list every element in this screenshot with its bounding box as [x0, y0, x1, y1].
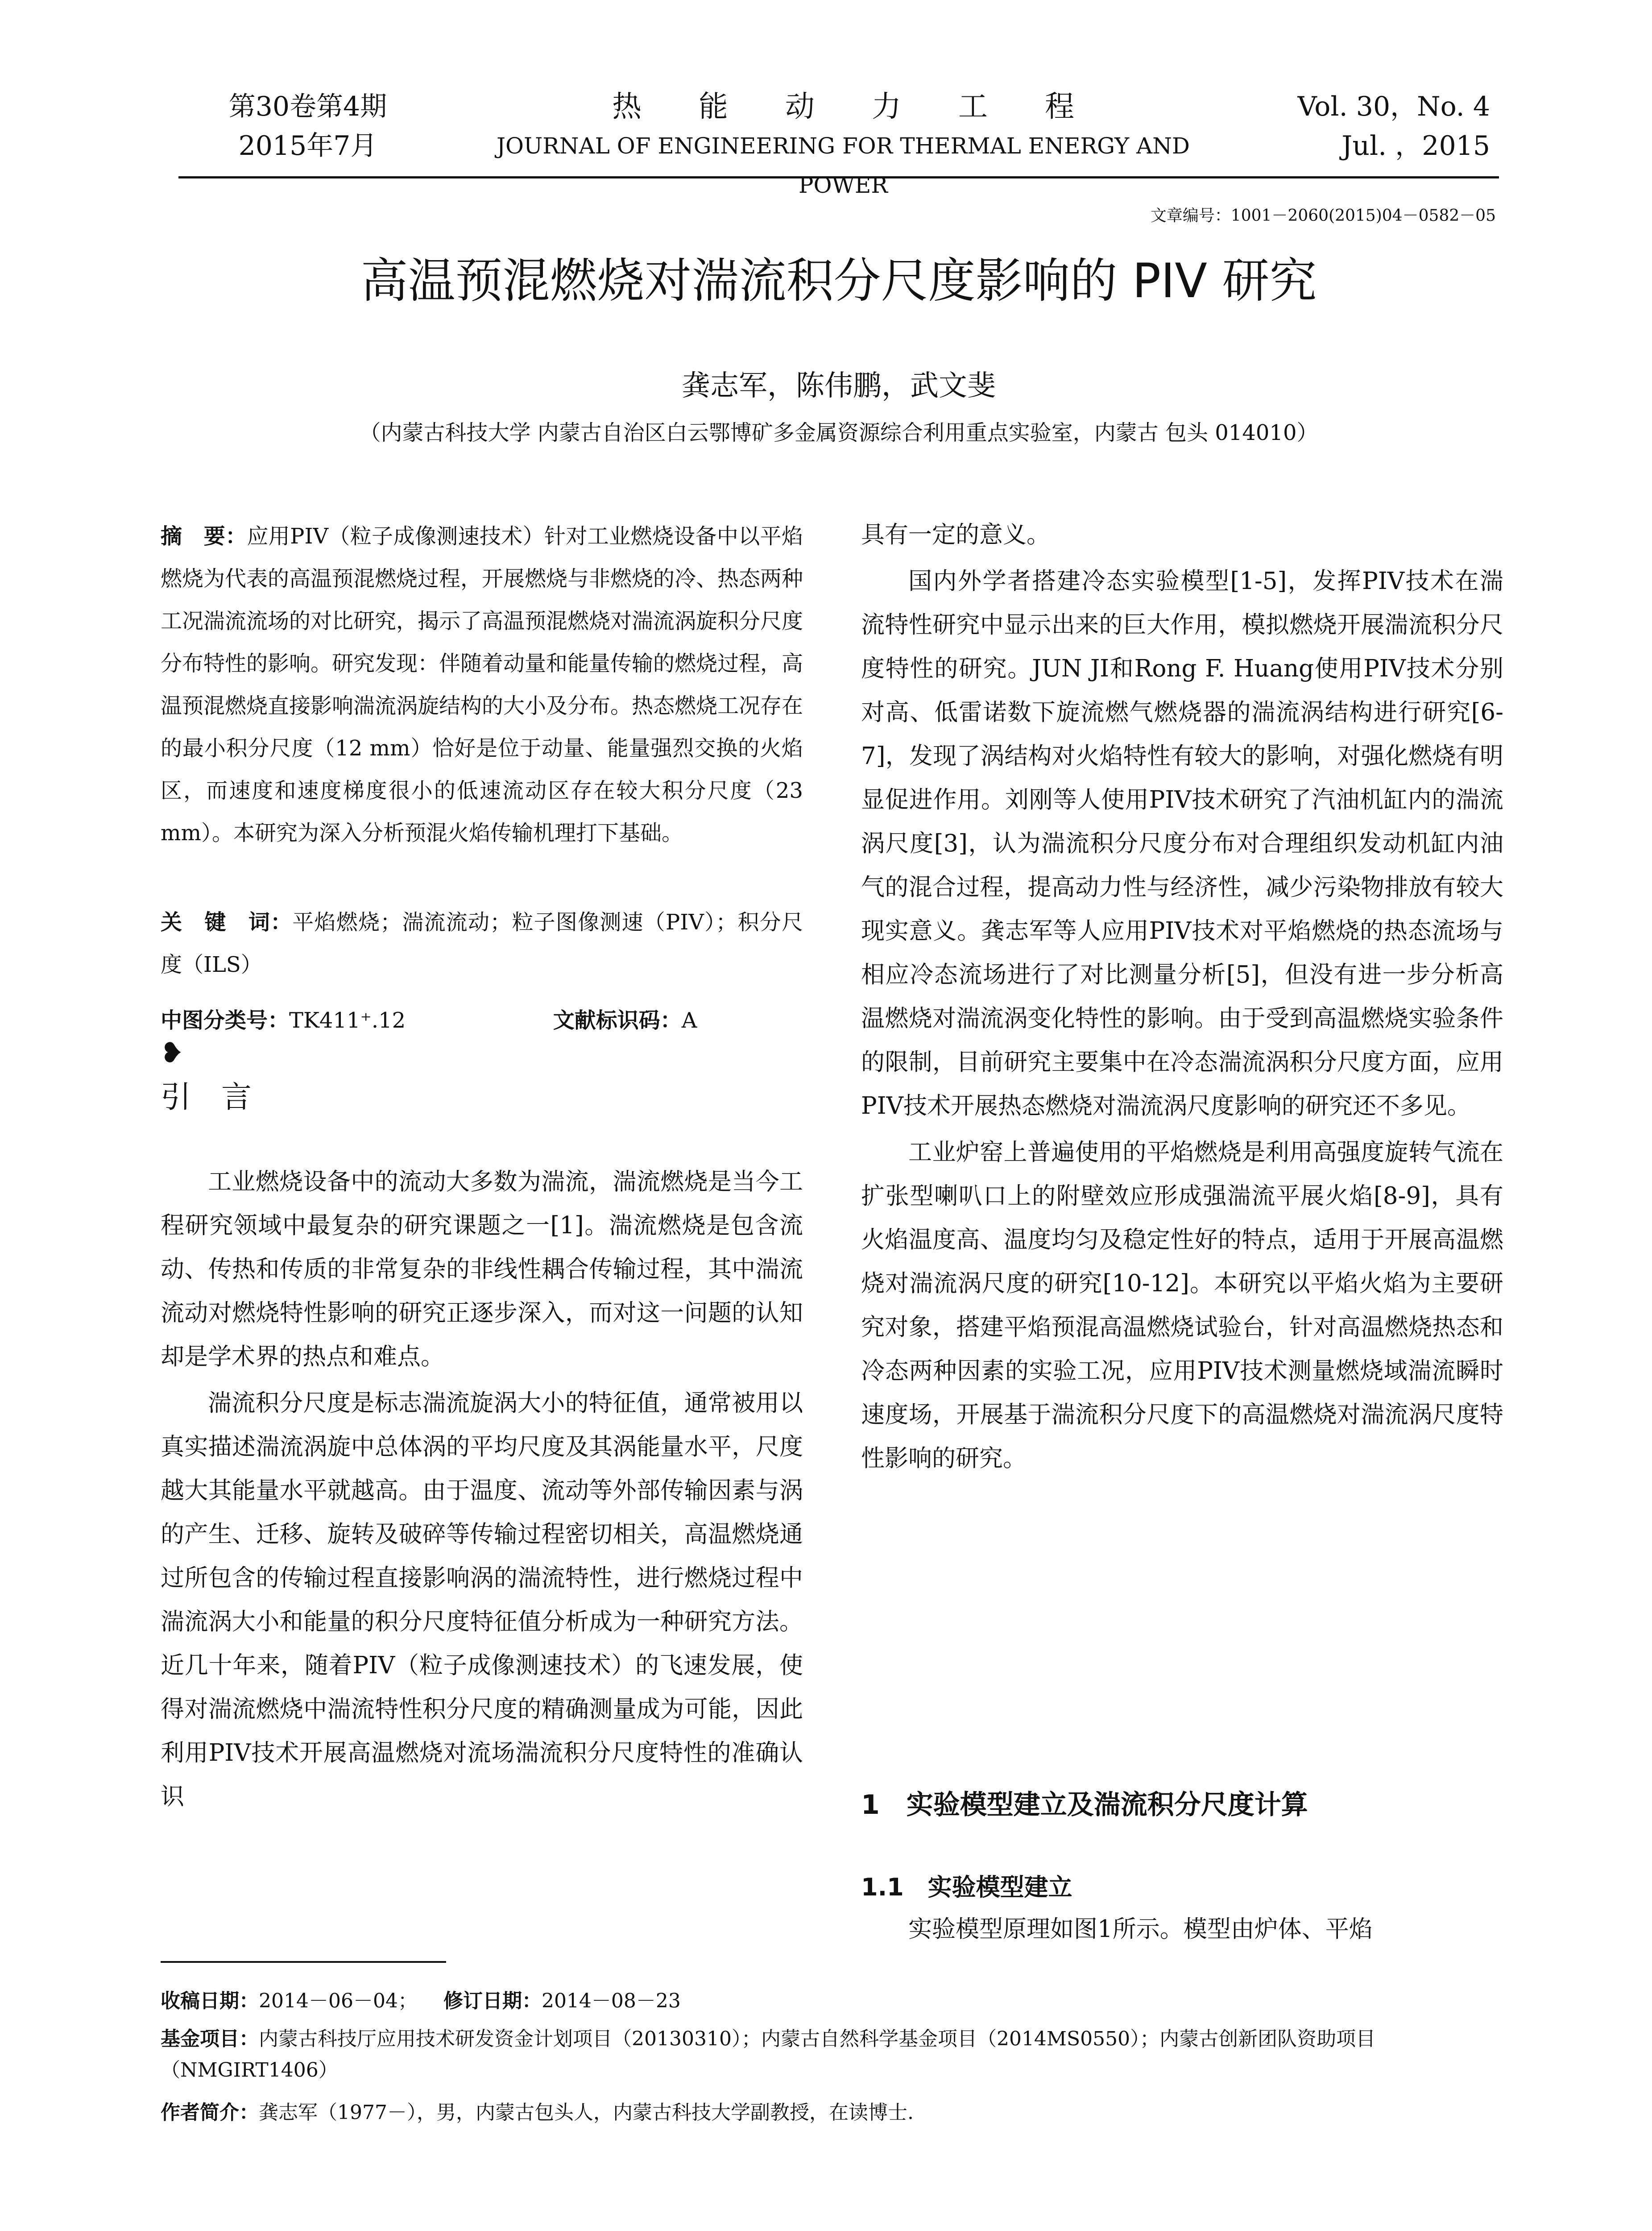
ink-mark-icon: ❥: [161, 1037, 183, 1069]
header-rule: [178, 176, 1499, 178]
abstract: [161, 515, 803, 854]
journal-name-en: JOURNAL OF ENGINEERING FOR THERMAL ENERGY AND POWER: [496, 133, 1190, 198]
intro-heading: 引 言: [161, 1080, 252, 1115]
author-list: 龚志军，陈伟鹏，武文斐: [682, 369, 996, 402]
left-column-body: [161, 1160, 803, 1821]
dates-footnote: [161, 1986, 1503, 2017]
doc-code-value: A: [681, 1008, 697, 1033]
classification-line: [161, 999, 803, 1042]
clc-value: TK411⁺.12: [289, 1008, 406, 1033]
footnote-rule: [161, 1961, 446, 1963]
issue-number-cn: 第30卷第4期: [228, 91, 387, 122]
journal-name-cn: 热能动力工程: [612, 89, 1131, 124]
keywords: [161, 901, 803, 986]
received-value: 2014－06－04；: [259, 1990, 418, 2012]
issue-date-en: Jul. ，2015: [1341, 130, 1490, 162]
section-1-heading: 1 实验模型建立及湍流积分尺度计算: [861, 1789, 1308, 1820]
left-paragraph-1: 工业燃烧设备中的流动大多数为湍流，湍流燃烧是当今工程研究领域中最复杂的研究课题之一[1]。湍流燃烧是包含流动、传热和传质的非常复杂的非线性耦合传输过程，其中湍流流动对燃烧特性影响的研究正逐步深入，而对这一问题的认知却是学术界的热点和难点。: [161, 1168, 803, 1370]
issue-info-en: [1280, 87, 1490, 166]
abstract-label: 摘 要：: [161, 524, 247, 549]
keywords-text: 平焰燃烧；湍流流动；粒子图像测速（PIV）；积分尺度（ILS）: [161, 910, 803, 977]
abstract-text: 应用PIV（粒子成像测速技术）针对工业燃烧设备中以平焰燃烧为代表的高温预混燃烧过程，开展燃烧与非燃烧的冷、热态两种工况湍流流场的对比研究，揭示了高温预混燃烧对湍流涡旋积分尺度分布特性的影响。研究发现：伴随着动量和能量传输的燃烧过程，高温预混燃烧直接影响湍流涡旋结构的大小及分布。热态燃烧工况存在的最小积分尺度（12 mm）恰好是位于动量、能量强烈交换的火焰区，而速度和速度梯度很小的低速流动区存在较大积分尺度（23 mm）。本研究为深入分析预混火焰传输机理打下基础。: [161, 524, 803, 846]
issue-number-en: Vol. 30，No. 4: [1297, 91, 1490, 122]
journal-name: [464, 87, 1222, 205]
right-lead-text: 具有一定的意义。: [861, 521, 1050, 548]
received-label: 收稿日期：: [161, 1990, 259, 2012]
fund-footnote: [161, 2024, 1503, 2086]
fund-label: 基金项目：: [161, 2028, 259, 2050]
left-paragraph-2: 湍流积分尺度是标志湍流旋涡大小的特征值，通常被用以真实描述湍流涡旋中总体涡的平均尺度及其涡能量水平，尺度越大其能量水平就越高。由于温度、流动等外部传输因素与涡的产生、迁移、旋转及破碎等传输过程密切相关，高温燃烧通过所包含的传输过程直接影响涡的湍流特性，进行燃烧过程中湍流涡大小和能量的积分尺度特征值分析成为一种研究方法。近几十年来，随着PIV（粒子成像测速技术）的飞速发展，使得对湍流燃烧中湍流特性积分尺度的精确测量成为可能，因此利用PIV技术开展高温燃烧对流场湍流积分尺度特性的准确认识: [161, 1389, 803, 1810]
right-column-body: [861, 513, 1503, 1483]
issue-info-cn: [183, 87, 433, 166]
article-number: 文章编号：1001－2060(2015)04－0582－05: [1150, 207, 1496, 225]
right-paragraph-1: 国内外学者搭建冷态实验模型[1-5]，发挥PIV技术在湍流特性研究中显示出来的巨大作用，模拟燃烧开展湍流积分尺度特性的研究。JUN JI和Rong F. Huang使用PIV技术分别对高、低雷诺数下旋流燃气燃烧器的湍流涡结构进行研究[6-7]，发现了涡结构对火焰特性有较大的影响，对强化燃烧有明显促进作用。刘刚等人使用PIV技术研究了汽油机缸内的湍流涡尺度[3]，认为湍流积分尺度分布对合理组织发动机缸内油气的混合过程，提高动力性与经济性，减少污染物排放有较大现实意义。龚志军等人应用PIV技术对平焰燃烧的热态流场与相应冷态流场进行了对比测量分析[5]，但没有进一步分析高温燃烧对湍流涡变化特性的影响。由于受到高温燃烧实验条件的限制，目前研究主要集中在冷态湍流涡积分尺度方面，应用PIV技术开展热态燃烧对湍流涡尺度影响的研究还不多见。: [861, 568, 1503, 1120]
author-bio-label: 作者简介：: [161, 2101, 259, 2124]
keywords-label: 关 键 词：: [161, 910, 293, 935]
right-paragraph-2: 工业炉窑上普遍使用的平焰燃烧是利用高强度旋转气流在扩张型喇叭口上的附壁效应形成强湍流平展火焰[8-9]，具有火焰温度高、温度均匀及稳定性好的特点，适用于开展高温燃烧对湍流涡尺度的研究[10-12]。本研究以平焰火焰为主要研究对象，搭建平焰预混高温燃烧试验台，针对高温燃烧热态和冷态两种因素的实验工况，应用PIV技术测量燃烧域湍流瞬时速度场，开展基于湍流积分尺度下的高温燃烧对湍流涡尺度特性影响的研究。: [861, 1139, 1503, 1472]
issue-date-cn: 2015年7月: [238, 130, 377, 162]
revised-label: 修订日期：: [443, 1990, 542, 2012]
fund-value: 内蒙古科技厅应用技术研发资金计划项目（20130310）；内蒙古自然科学基金项目（2014MS0550）；内蒙古创新团队资助项目（NMGIRT1406）: [161, 2028, 1376, 2082]
clc-label: 中图分类号：: [161, 1008, 290, 1033]
section-1-1-heading: 1.1 实验模型建立: [861, 1873, 1072, 1901]
doc-code-label: 文献标识码：: [553, 1008, 682, 1033]
author-footnote: [161, 2097, 1503, 2128]
author-bio-value: 龚志军（1977－），男，内蒙古包头人，内蒙古科技大学副教授，在读博士.: [259, 2101, 914, 2124]
section-1-1-text: 实验模型原理如图1所示。模型由炉体、平焰: [908, 1916, 1373, 1943]
paper-title: 高温预混燃烧对湍流积分尺度影响的 PIV 研究: [360, 253, 1317, 308]
revised-value: 2014－08－23: [541, 1990, 681, 2012]
affiliation: （内蒙古科技大学 内蒙古自治区白云鄂博矿多金属资源综合利用重点实验室，内蒙古 包头 014010）: [359, 420, 1318, 445]
